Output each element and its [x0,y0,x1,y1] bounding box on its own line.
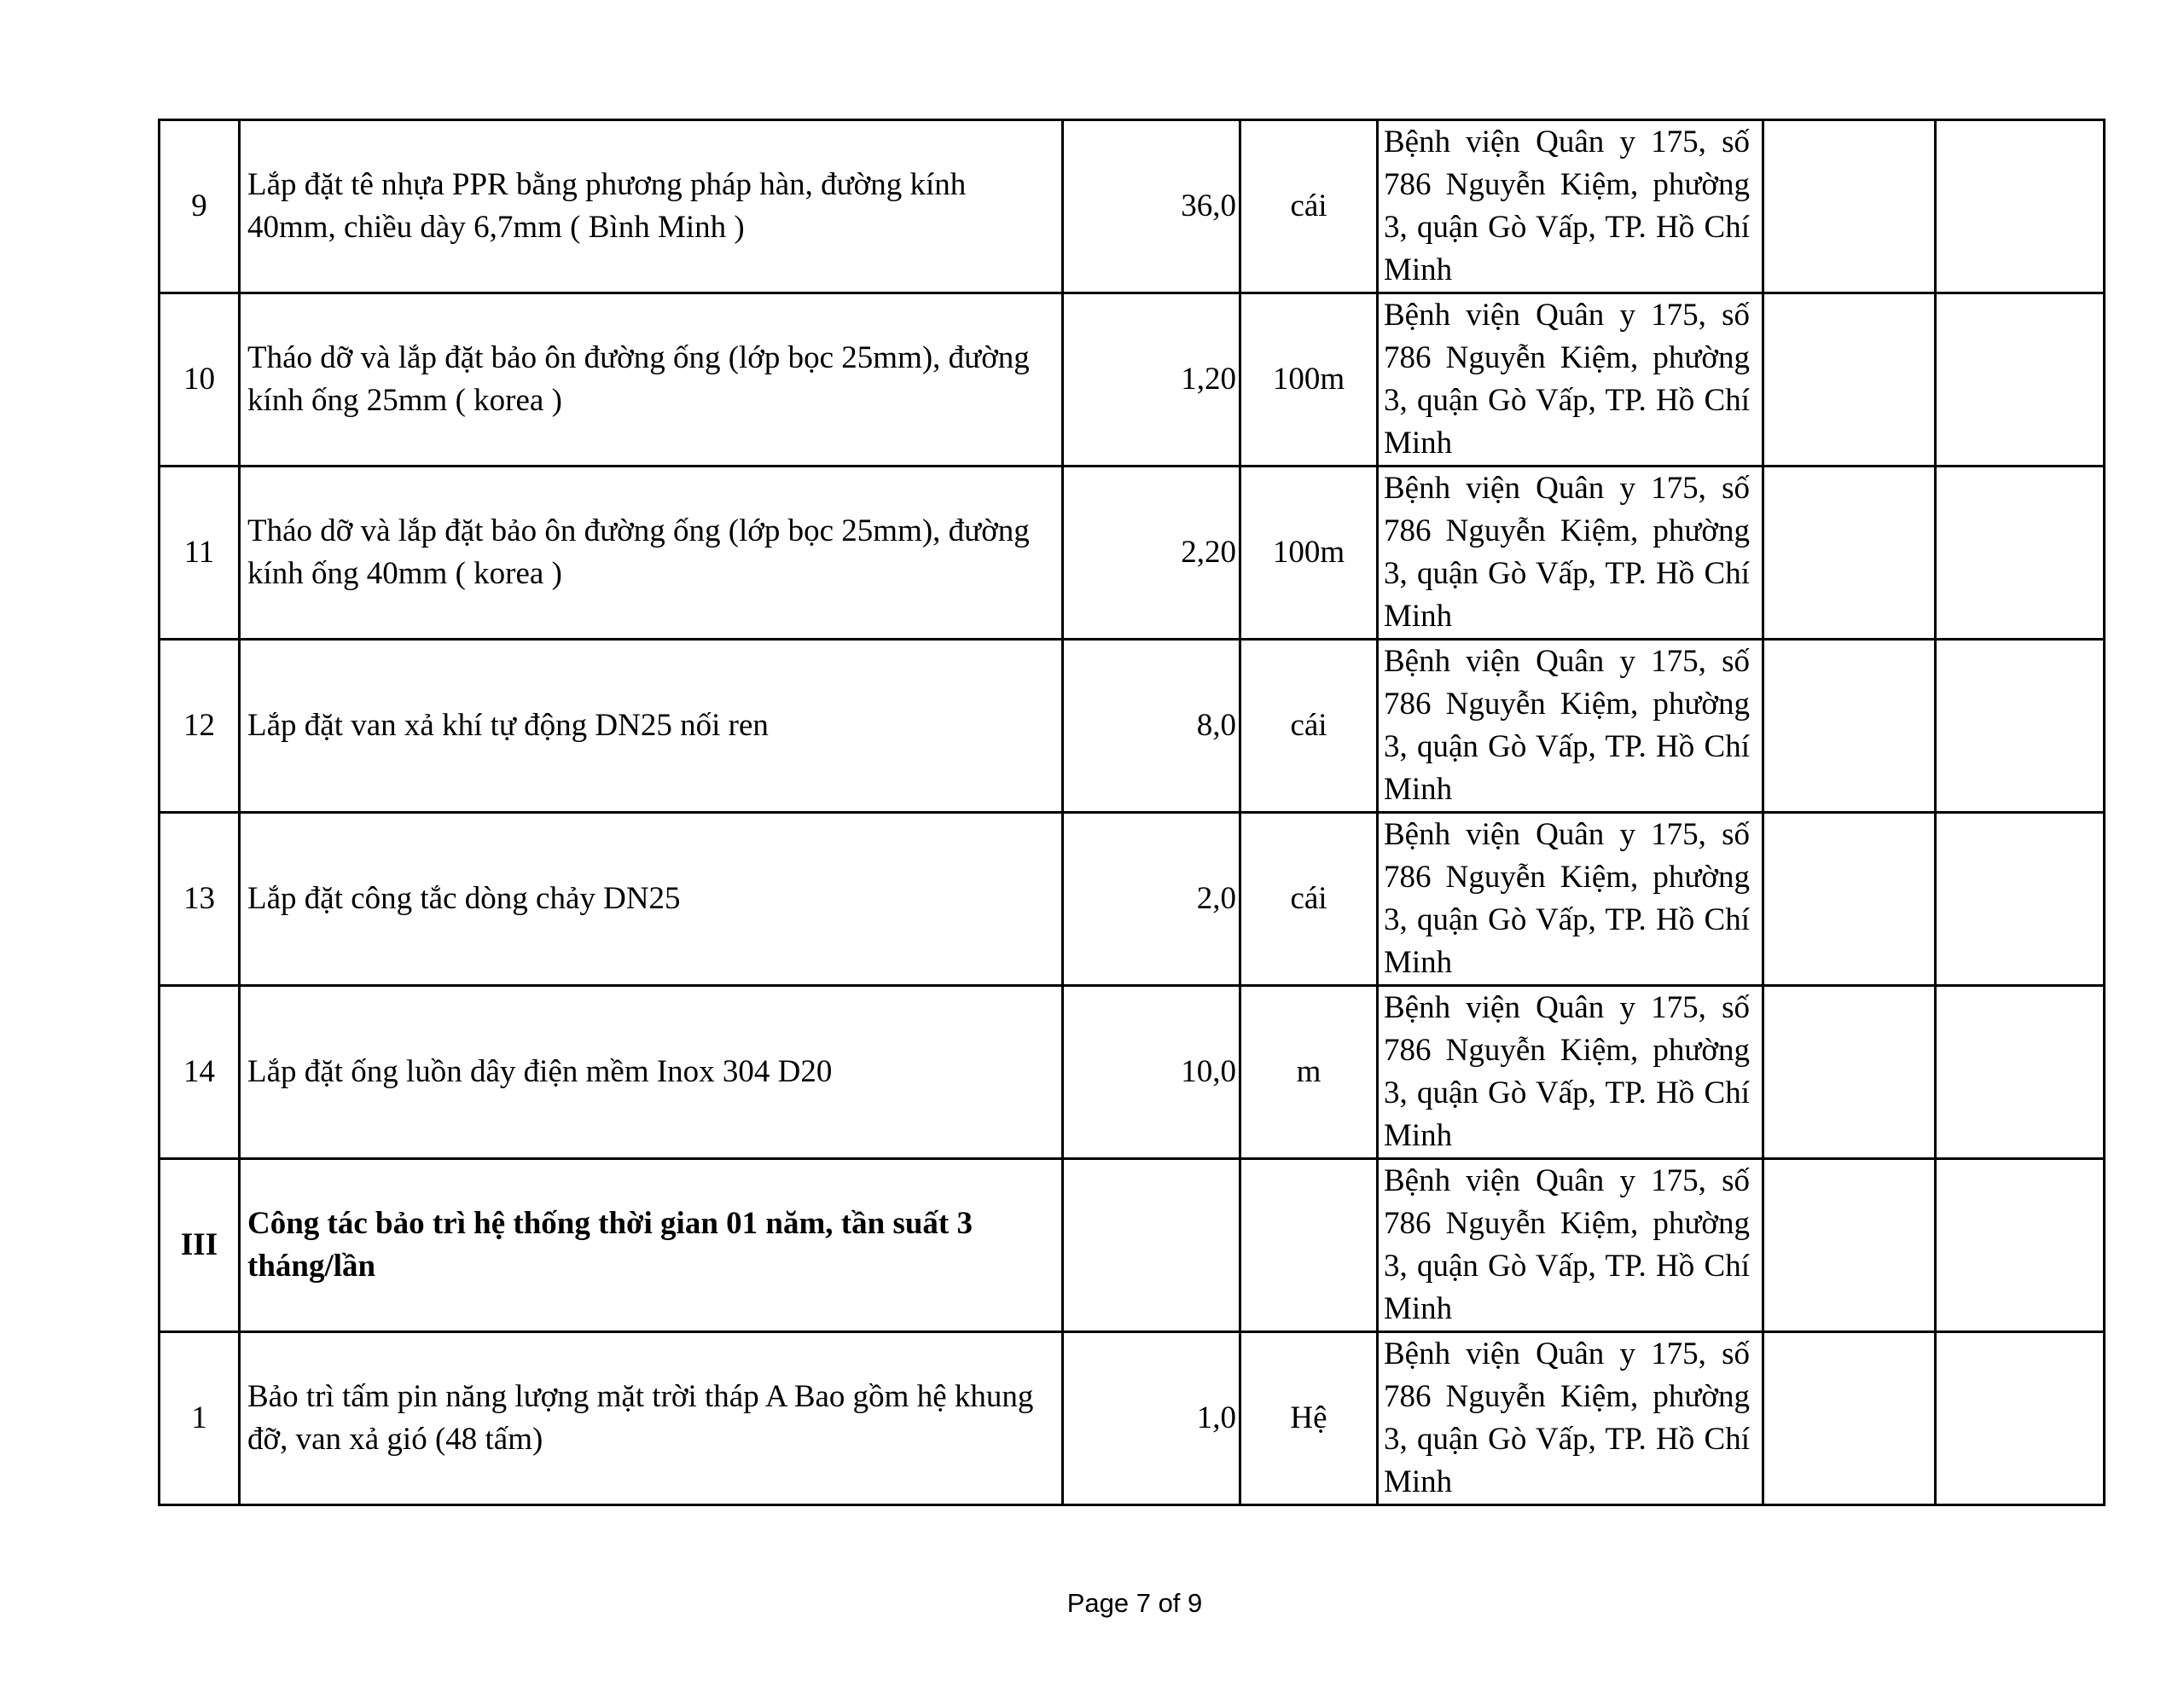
item-number-cell: 14 [160,986,240,1159]
section-row [160,1159,2105,1332]
description-cell: Lắp đặt tê nhựa PPR bằng phương pháp hàn, đường kính 40mm, chiều dày 6,7mm ( Bình Minh ) [240,120,1063,293]
unit-cell: 100m [1240,293,1378,467]
unit-cell: 100m [1240,467,1378,640]
location-cell: Bệnh viện Quân y 175, số 786 Nguyễn Kiệm, phường 3, quận Gò Vấp, TP. Hồ Chí Minh [1378,640,1763,813]
total-cell [1936,640,2105,813]
location-cell: Bệnh viện Quân y 175, số 786 Nguyễn Kiệm, phường 3, quận Gò Vấp, TP. Hồ Chí Minh [1378,120,1763,293]
location-cell: Bệnh viện Quân y 175, số 786 Nguyễn Kiệm, phường 3, quận Gò Vấp, TP. Hồ Chí Minh [1378,1159,1763,1332]
unit-price-cell [1763,1332,1936,1505]
total-cell [1936,293,2105,467]
unit-cell: m [1240,986,1378,1159]
item-number-cell: 10 [160,293,240,467]
description-cell: Công tác bảo trì hệ thống thời gian 01 năm, tần suất 3 tháng/lần [240,1159,1063,1332]
quantity-cell: 8,0 [1063,640,1240,813]
unit-cell: Hệ [1240,1332,1378,1505]
item-number-cell: 9 [160,120,240,293]
total-cell [1936,986,2105,1159]
quantity-cell: 1,20 [1063,293,1240,467]
unit-price-cell [1763,293,1936,467]
quantity-cell: 36,0 [1063,120,1240,293]
unit-price-cell [1763,467,1936,640]
total-cell [1936,813,2105,986]
bill-of-quantities-table [158,119,2106,1506]
total-cell [1936,120,2105,293]
location-cell: Bệnh viện Quân y 175, số 786 Nguyễn Kiệm, phường 3, quận Gò Vấp, TP. Hồ Chí Minh [1378,293,1763,467]
item-number-cell: 1 [160,1332,240,1505]
item-number-cell: 13 [160,813,240,986]
description-cell: Lắp đặt công tắc dòng chảy DN25 [240,813,1063,986]
item-number-cell: 11 [160,467,240,640]
unit-price-cell [1763,120,1936,293]
table-row [160,813,2105,986]
page-number: Page 7 of 9 [1066,1588,1203,1618]
unit-price-cell [1763,813,1936,986]
unit-cell: cái [1240,813,1378,986]
unit-cell: cái [1240,640,1378,813]
total-cell [1936,1332,2105,1505]
unit-cell [1240,1159,1378,1332]
location-cell: Bệnh viện Quân y 175, số 786 Nguyễn Kiệm, phường 3, quận Gò Vấp, TP. Hồ Chí Minh [1378,1332,1763,1505]
description-cell: Lắp đặt ống luồn dây điện mềm Inox 304 D20 [240,986,1063,1159]
description-cell: Tháo dỡ và lắp đặt bảo ôn đường ống (lớp bọc 25mm), đường kính ống 25mm ( korea ) [240,293,1063,467]
total-cell [1936,467,2105,640]
description-cell: Lắp đặt van xả khí tự động DN25 nối ren [240,640,1063,813]
unit-price-cell [1763,986,1936,1159]
quantity-cell: 2,20 [1063,467,1240,640]
unit-cell: cái [1240,120,1378,293]
item-number-cell: III [160,1159,240,1332]
quantity-cell: 10,0 [1063,986,1240,1159]
table-row [160,120,2105,293]
table-row [160,1332,2105,1505]
unit-price-cell [1763,1159,1936,1332]
table-body [160,120,2105,1505]
table-row [160,293,2105,467]
quantity-cell [1063,1159,1240,1332]
table-row [160,986,2105,1159]
total-cell [1936,1159,2105,1332]
location-cell: Bệnh viện Quân y 175, số 786 Nguyễn Kiệm, phường 3, quận Gò Vấp, TP. Hồ Chí Minh [1378,467,1763,640]
quantity-cell: 1,0 [1063,1332,1240,1505]
item-number-cell: 12 [160,640,240,813]
location-cell: Bệnh viện Quân y 175, số 786 Nguyễn Kiệm, phường 3, quận Gò Vấp, TP. Hồ Chí Minh [1378,813,1763,986]
quantity-cell: 2,0 [1063,813,1240,986]
location-cell: Bệnh viện Quân y 175, số 786 Nguyễn Kiệm, phường 3, quận Gò Vấp, TP. Hồ Chí Minh [1378,986,1763,1159]
table-row [160,640,2105,813]
description-cell: Bảo trì tấm pin năng lượng mặt trời tháp A Bao gồm hệ khung đỡ, van xả gió (48 tấm) [240,1332,1063,1505]
unit-price-cell [1763,640,1936,813]
description-cell: Tháo dỡ và lắp đặt bảo ôn đường ống (lớp bọc 25mm), đường kính ống 40mm ( korea ) [240,467,1063,640]
table-row [160,467,2105,640]
